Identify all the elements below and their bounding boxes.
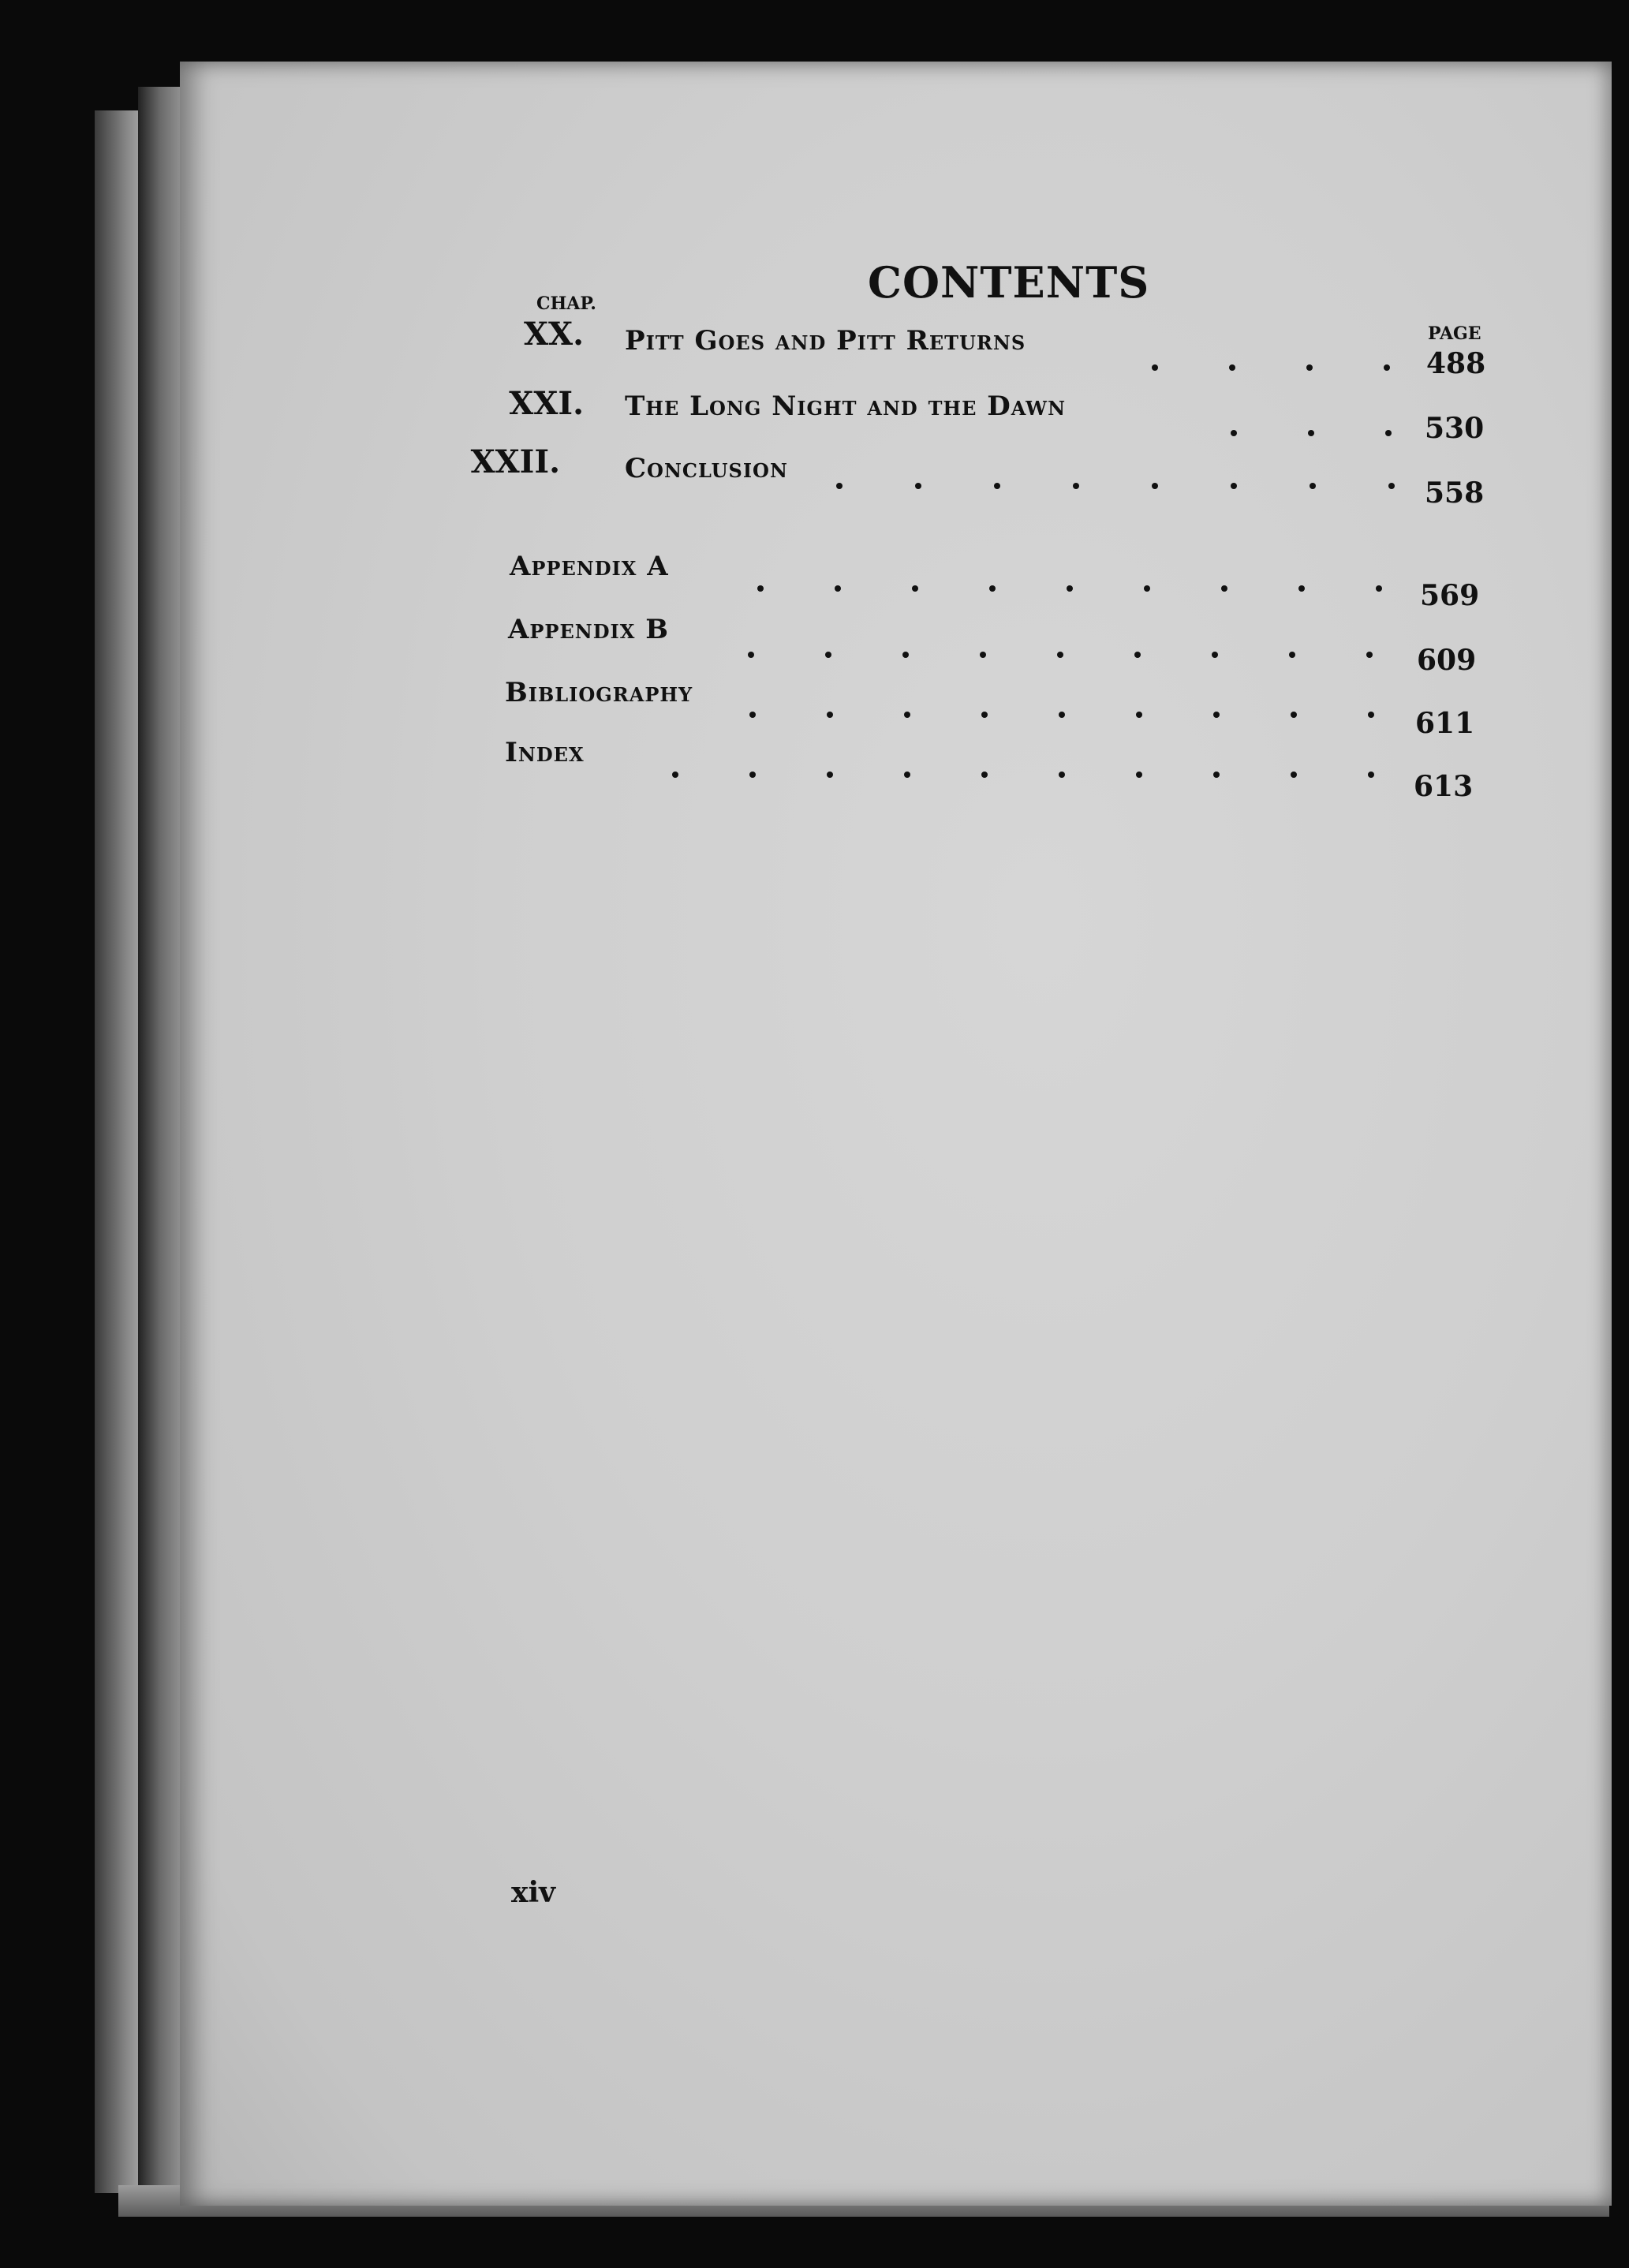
dot-leaders xyxy=(749,712,1381,719)
leader-dot xyxy=(1136,772,1142,778)
leader-dot xyxy=(1144,585,1150,592)
leader-dot xyxy=(1059,712,1065,718)
back-matter-title: Bibliography xyxy=(505,677,693,708)
leader-dot xyxy=(1212,652,1218,658)
leader-dot xyxy=(1385,430,1392,436)
back-matter-page-number: 609 xyxy=(1417,644,1477,677)
dot-leaders xyxy=(836,483,1388,491)
leader-dot xyxy=(1306,364,1313,371)
leader-dot xyxy=(1298,585,1305,592)
leader-dot xyxy=(1376,585,1382,592)
dot-leaders xyxy=(1152,364,1388,372)
leader-dot xyxy=(1213,712,1220,718)
chapter-number: XXII. xyxy=(470,443,560,480)
leader-dot xyxy=(1134,652,1141,658)
leader-dot xyxy=(1152,483,1158,489)
back-matter-page-number: 569 xyxy=(1420,579,1480,612)
leader-dot xyxy=(1368,772,1374,778)
chapter-number: XXI. xyxy=(509,385,584,422)
back-matter-page-number: 611 xyxy=(1415,707,1475,740)
chapter-page-number: 530 xyxy=(1425,412,1485,445)
leader-dot xyxy=(835,585,841,592)
leader-dot xyxy=(902,652,909,658)
back-matter-title: Appendix B xyxy=(508,614,669,645)
leader-dot xyxy=(1152,364,1158,371)
leader-dot xyxy=(1384,364,1390,371)
leader-dot xyxy=(1229,364,1235,371)
leader-dot xyxy=(1388,483,1395,489)
chapter-number: XX. xyxy=(524,316,584,353)
chapter-title: The Long Night and the Dawn xyxy=(625,390,1067,422)
leader-dot xyxy=(1059,772,1065,778)
leader-dot xyxy=(904,772,910,778)
leader-dot xyxy=(749,712,756,718)
leader-dot xyxy=(1213,772,1220,778)
chap-column-label: CHAP. xyxy=(536,293,596,314)
leader-dot xyxy=(981,772,988,778)
chapter-title: Conclusion xyxy=(625,453,788,484)
chapter-page-number: 488 xyxy=(1426,347,1486,380)
leader-dot xyxy=(836,483,843,489)
page-column-label: PAGE xyxy=(1428,323,1481,344)
page-title: CONTENTS xyxy=(868,257,1150,308)
leader-dot xyxy=(1308,430,1314,436)
leader-dot xyxy=(1221,585,1227,592)
leader-dot xyxy=(980,652,986,658)
leader-dot xyxy=(981,712,988,718)
leader-dot xyxy=(1073,483,1079,489)
leader-dot xyxy=(1067,585,1073,592)
leader-dot xyxy=(827,712,833,718)
leader-dot xyxy=(1289,652,1295,658)
dot-leaders xyxy=(672,772,1382,779)
back-matter-page-number: 613 xyxy=(1414,770,1474,803)
leader-dot xyxy=(827,772,833,778)
leader-dot xyxy=(825,652,831,658)
dot-leaders xyxy=(1231,430,1388,438)
leader-dot xyxy=(1291,772,1297,778)
page-folio: xiv xyxy=(511,1876,556,1909)
leader-dot xyxy=(915,483,921,489)
leader-dot xyxy=(1310,483,1316,489)
dot-leaders xyxy=(757,585,1388,593)
leader-dot xyxy=(1136,712,1142,718)
chapter-page-number: 558 xyxy=(1425,476,1485,510)
leader-dot xyxy=(672,772,678,778)
leader-dot xyxy=(1366,652,1373,658)
back-matter-title: Appendix A xyxy=(510,551,669,582)
leader-dot xyxy=(994,483,1000,489)
leader-dot xyxy=(1231,483,1237,489)
leader-dot xyxy=(1231,430,1237,436)
leader-dot xyxy=(748,652,754,658)
leader-dot xyxy=(749,772,756,778)
leader-dot xyxy=(757,585,764,592)
book-page xyxy=(180,62,1612,2206)
dot-leaders xyxy=(748,652,1379,659)
leader-dot xyxy=(1057,652,1063,658)
chapter-title: Pitt Goes and Pitt Returns xyxy=(625,325,1026,357)
leader-dot xyxy=(1368,712,1374,718)
leader-dot xyxy=(904,712,910,718)
leader-dot xyxy=(989,585,996,592)
leader-dot xyxy=(912,585,918,592)
leader-dot xyxy=(1291,712,1297,718)
back-matter-title: Index xyxy=(505,737,585,768)
